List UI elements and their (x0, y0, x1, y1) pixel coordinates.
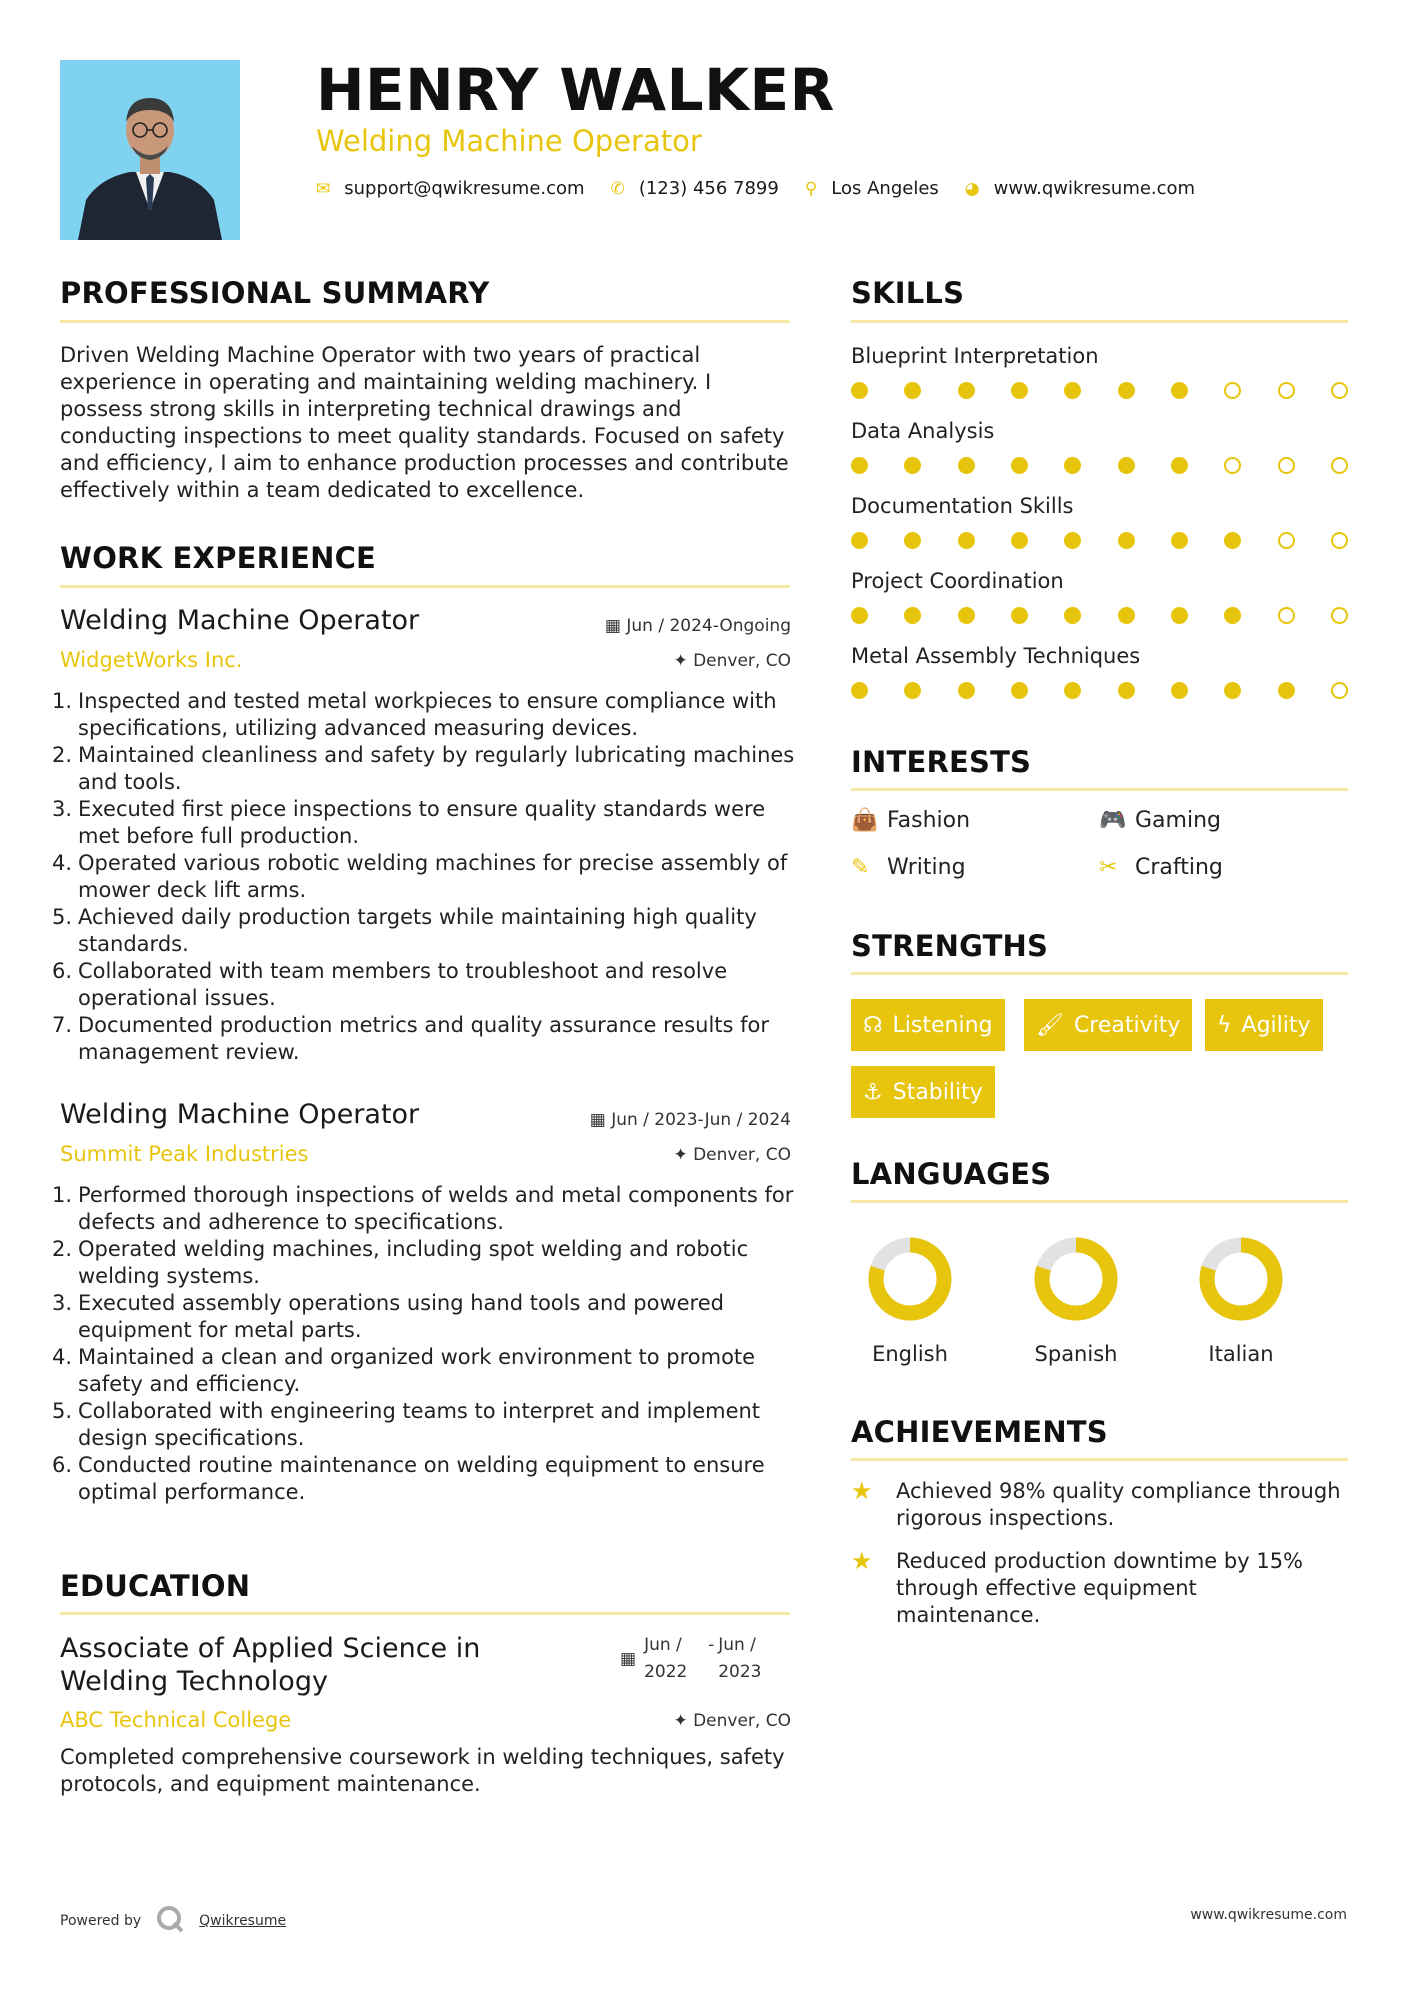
rating-dot (1118, 532, 1135, 549)
rating-dot (1011, 682, 1028, 699)
rating-dot (1118, 382, 1135, 399)
rating-dot (1171, 682, 1188, 699)
language-item (1031, 1236, 1121, 1366)
language-name: Spanish (1034, 1342, 1118, 1366)
languages-heading: LANGUAGES (851, 1157, 1052, 1191)
rating-dot (958, 532, 975, 549)
rating-dot (851, 457, 868, 474)
education-dates: ▦ Jun / 2022 - Jun / 2023 (620, 1632, 778, 1686)
skill-name: Documentation Skills (851, 494, 1074, 518)
rating-dot (851, 532, 868, 549)
language-item (865, 1236, 955, 1366)
anchor-icon: ⚓ (863, 1079, 883, 1105)
proficiency-donut (1033, 1236, 1119, 1322)
rating-dot (1331, 457, 1348, 474)
rating-dot (1064, 457, 1081, 474)
envelope-icon: ✉ (316, 178, 331, 199)
rating-dot (1331, 382, 1348, 399)
job-company: Summit Peak Industries (60, 1142, 309, 1166)
skill-rating (851, 529, 1348, 551)
proficiency-donut (867, 1236, 953, 1322)
rating-dot (1064, 382, 1081, 399)
language-name: English (872, 1342, 948, 1366)
list-item: 3. Executed assembly operations using hand tools and powered equipment for metal parts. (52, 1291, 724, 1342)
rating-dot (904, 532, 921, 549)
interests-heading: INTERESTS (851, 745, 1032, 779)
job-location: ✦ Denver, CO (673, 1145, 791, 1165)
job-dates: ▦ Jun / 2024-Ongoing (604, 616, 791, 636)
contact-phone[interactable]: (123) 456 7899 (638, 178, 779, 199)
summary-divider (60, 320, 790, 323)
skill-name: Blueprint Interpretation (851, 344, 1099, 368)
rating-dot (1064, 682, 1081, 699)
experience-heading: WORK EXPERIENCE (60, 541, 377, 575)
rating-dot (851, 382, 868, 399)
interests-divider (851, 788, 1348, 791)
rating-dot (904, 382, 921, 399)
job-duties-list (52, 688, 797, 1066)
rating-dot (1224, 607, 1241, 624)
calendar-icon: ▦ (620, 1649, 637, 1669)
achievement-item: ★ Reduced production downtime by 15% through effective equipment maintenance. (851, 1547, 1304, 1627)
skill-name: Project Coordination (851, 569, 1064, 593)
rating-dot (851, 607, 868, 624)
skill-rating (851, 379, 1348, 401)
rating-dot (1064, 607, 1081, 624)
person-portrait-icon (60, 60, 240, 240)
list-item: 2. Operated welding machines, including spot welding and robotic welding systems. (52, 1237, 749, 1288)
skills-heading: SKILLS (851, 276, 965, 310)
strength-badge: ☊ Listening (851, 999, 1005, 1051)
rating-dot (1278, 382, 1295, 399)
bolt-icon: ϟ (1217, 1012, 1232, 1038)
education-start: Jun / 2022 (644, 1635, 688, 1682)
skill-rating (851, 604, 1348, 626)
achievements-divider (851, 1458, 1348, 1461)
education-school: ABC Technical College (60, 1708, 292, 1732)
calendar-icon: ▦ (589, 1110, 606, 1130)
rating-dot (1171, 607, 1188, 624)
strength-badge: ϟ Agility (1205, 999, 1323, 1051)
proficiency-donut (1198, 1236, 1284, 1322)
map-pin-icon: ⚲ (804, 178, 818, 199)
list-item: 6. Collaborated with team members to troubleshoot and resolve operational issues. (52, 959, 728, 1010)
interest-item: 👜 Fashion (851, 808, 971, 833)
scissors-icon: ✂ (1099, 855, 1118, 880)
rating-dot (1118, 682, 1135, 699)
rating-dot (1171, 457, 1188, 474)
rating-dot (1278, 457, 1295, 474)
calendar-icon: ▦ (604, 616, 621, 636)
job-duties-list (52, 1182, 797, 1506)
rating-dot (1224, 382, 1241, 399)
list-item: 5. Collaborated with engineering teams to interpret and implement design specifications. (52, 1399, 761, 1450)
headphones-icon: ☊ (863, 1012, 883, 1038)
rating-dot (1011, 532, 1028, 549)
footer-website[interactable]: www.qwikresume.com (1190, 1907, 1347, 1923)
rating-dot (851, 682, 868, 699)
rating-dot (1064, 532, 1081, 549)
rating-dot (1118, 607, 1135, 624)
rating-dot (1118, 457, 1135, 474)
rating-dot (1331, 682, 1348, 699)
list-item: 3. Executed first piece inspections to ensure quality standards were met before full production. (52, 797, 766, 848)
rating-dot (904, 682, 921, 699)
phone-icon: ✆ (610, 178, 625, 199)
rating-dot (1278, 607, 1295, 624)
education-description: Completed comprehensive coursework in welding techniques, safety protocols, and equipment maintenance. (60, 1745, 785, 1796)
rating-dot (1224, 682, 1241, 699)
list-item: 7. Documented production metrics and quality assurance results for management review. (52, 1013, 770, 1064)
star-icon: ★ (851, 1477, 873, 1505)
rating-dot (1331, 607, 1348, 624)
job-location: ✦ Denver, CO (673, 651, 791, 671)
rating-dot (904, 607, 921, 624)
candidate-title: Welding Machine Operator (316, 124, 702, 158)
skills-divider (851, 320, 1348, 323)
list-item: 4. Maintained a clean and organized work environment to promote safety and efficiency. (52, 1345, 756, 1396)
rating-dot (1224, 532, 1241, 549)
list-item: 1. Performed thorough inspections of welds and metal components for defects and adherence to specifications. (52, 1183, 794, 1234)
qwikresume-logo-icon (155, 1904, 185, 1938)
candidate-name: HENRY WALKER (316, 56, 835, 124)
experience-divider (60, 585, 790, 588)
rating-dot (958, 457, 975, 474)
job-title: Welding Machine Operator (60, 1099, 420, 1130)
gamepad-icon: 🎮 (1099, 808, 1127, 833)
contact-bar (316, 178, 1221, 199)
strength-badge: 🖌 Creativity (1024, 999, 1192, 1051)
job-company: WidgetWorks Inc. (60, 648, 243, 672)
rating-dot (1171, 382, 1188, 399)
list-item: 2. Maintained cleanliness and safety by regularly lubricating machines and tools. (52, 743, 795, 794)
rating-dot (958, 382, 975, 399)
strengths-divider (851, 972, 1348, 975)
list-item: 5. Achieved daily production targets while maintaining high quality standards. (52, 905, 757, 956)
shopping-bag-icon: 👜 (851, 808, 879, 833)
rating-dot (958, 682, 975, 699)
profile-photo (60, 60, 240, 240)
contact-location: Los Angeles (831, 178, 939, 199)
rating-dot (958, 607, 975, 624)
achievement-item: ★ Achieved 98% quality compliance through rigorous inspections. (851, 1477, 1341, 1530)
skill-rating (851, 454, 1348, 476)
rating-dot (1171, 532, 1188, 549)
education-location: ✦ Denver, CO (673, 1711, 791, 1731)
job-title: Welding Machine Operator (60, 605, 420, 636)
contact-email[interactable]: support@qwikresume.com (344, 178, 585, 199)
language-item (1196, 1236, 1286, 1366)
strengths-heading: STRENGTHS (851, 929, 1049, 963)
paintbrush-icon: 🖌 (1036, 1012, 1064, 1038)
rating-dot (1224, 457, 1241, 474)
skill-rating (851, 679, 1348, 701)
rating-dot (1011, 607, 1028, 624)
rating-dot (1278, 682, 1295, 699)
education-end: Jun / 2023 (718, 1635, 762, 1682)
achievements-heading: ACHIEVEMENTS (851, 1415, 1108, 1449)
qwikresume-link[interactable]: Qwikresume (199, 1913, 287, 1929)
list-item: 4. Operated various robotic welding machines for precise assembly of mower deck lift arms. (52, 851, 788, 902)
pushpin-icon: ✦ (673, 1145, 688, 1165)
globe-icon: ◕ (964, 178, 980, 199)
footer-powered-by: Powered by Qwikresume (60, 1904, 286, 1938)
summary-heading: PROFESSIONAL SUMMARY (60, 276, 490, 310)
languages-divider (851, 1200, 1348, 1203)
strength-badge: ⚓ Stability (851, 1066, 995, 1118)
skill-name: Metal Assembly Techniques (851, 644, 1141, 668)
rating-dot (1331, 532, 1348, 549)
pushpin-icon: ✦ (673, 1711, 688, 1731)
interest-item: ✂ Crafting (1099, 855, 1223, 880)
pencil-icon: ✎ (851, 855, 870, 880)
list-item: 6. Conducted routine maintenance on welding equipment to ensure optimal performance. (52, 1453, 765, 1504)
education-divider (60, 1612, 790, 1615)
education-degree: Associate of Applied Science in Welding Technology (60, 1633, 481, 1697)
star-icon: ★ (851, 1547, 873, 1575)
rating-dot (1011, 382, 1028, 399)
language-name: Italian (1208, 1342, 1274, 1366)
rating-dot (1011, 457, 1028, 474)
contact-website[interactable]: www.qwikresume.com (993, 178, 1196, 199)
list-item: 1. Inspected and tested metal workpieces to ensure compliance with specifications, utilizing advanced measuring devices. (52, 689, 777, 740)
interest-item: ✎ Writing (851, 855, 966, 880)
rating-dot (1278, 532, 1295, 549)
pushpin-icon: ✦ (673, 651, 688, 671)
interest-item: 🎮 Gaming (1099, 808, 1221, 833)
rating-dot (904, 457, 921, 474)
education-heading: EDUCATION (60, 1569, 251, 1603)
job-dates: ▦ Jun / 2023-Jun / 2024 (589, 1110, 791, 1130)
skill-name: Data Analysis (851, 419, 995, 443)
summary-text: Driven Welding Machine Operator with two years of practical experience in operating and maintaining welding machinery. I possess strong skills in interpreting technical drawings and conducting inspections to meet quality standards. Focused on safety and efficiency, I aim to enhance production processes and contribute effectively within a team dedicated to excellence. (60, 343, 789, 502)
